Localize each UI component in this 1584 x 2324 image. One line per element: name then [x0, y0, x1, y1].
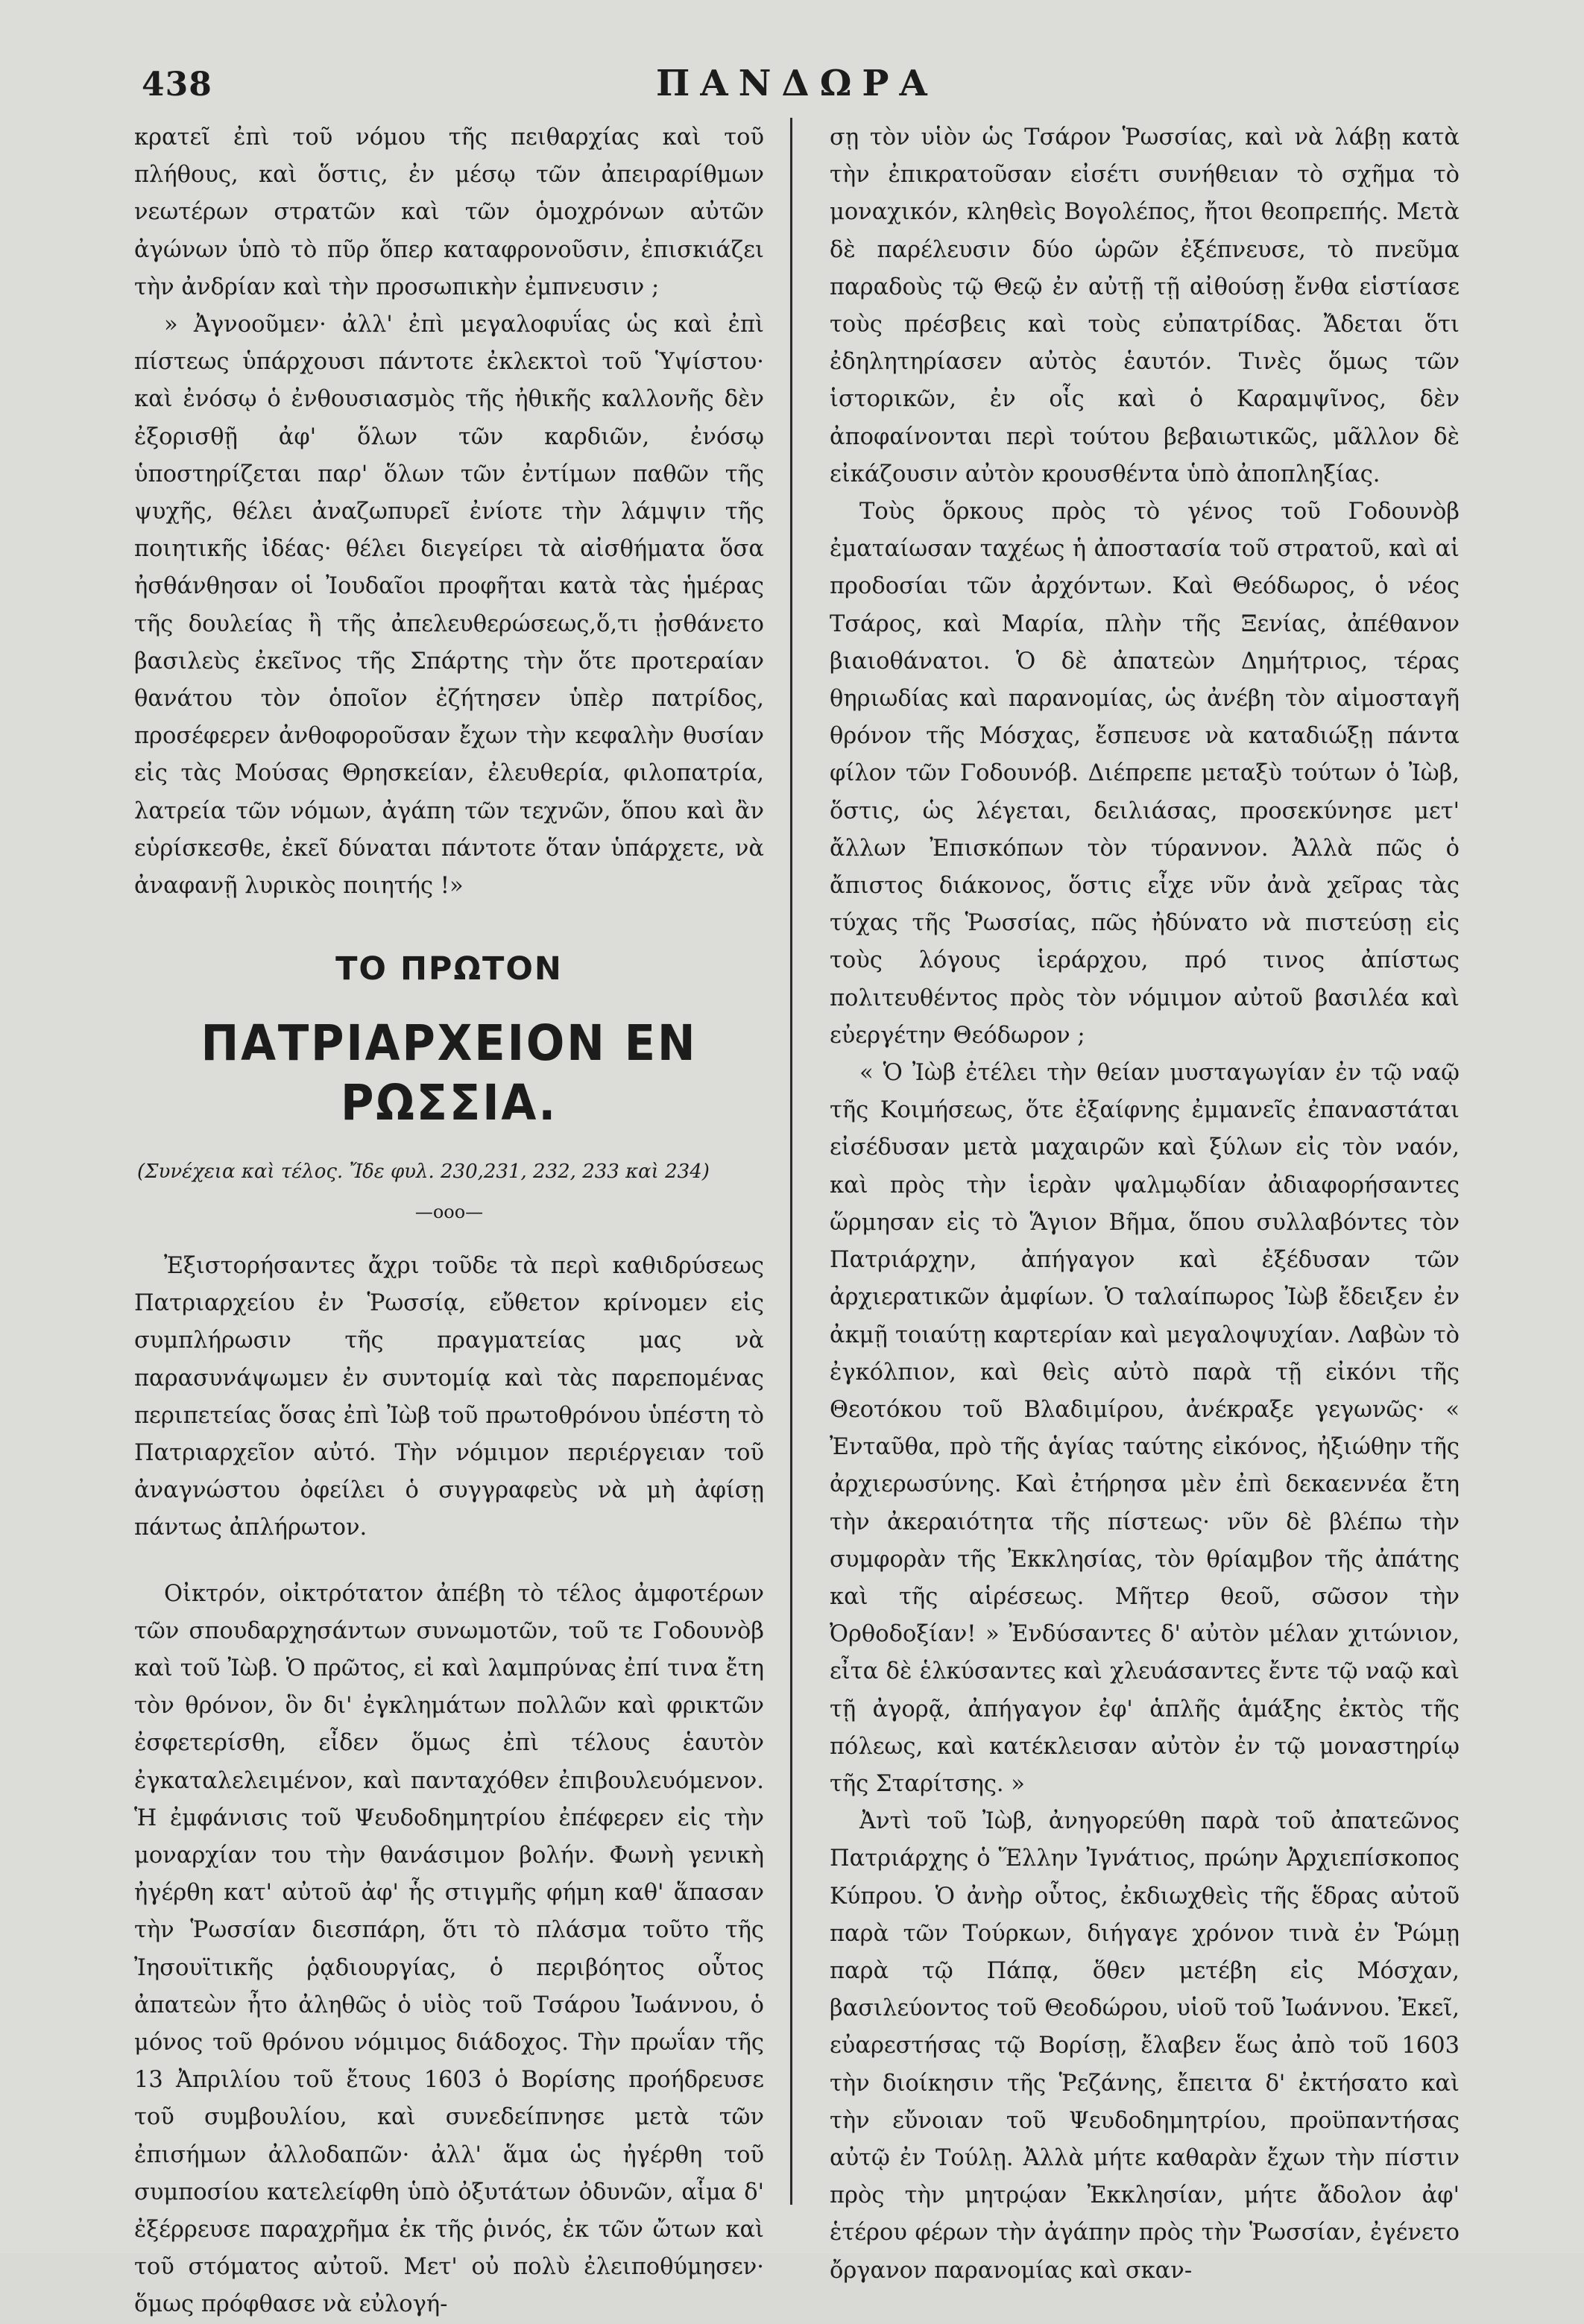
right-paragraph-3: « Ὁ Ἰὼβ ἐτέλει τὴν θείαν μυσταγωγίαν ἐν τῷ ναῷ τῆς Κοιμήσεως, ὅτε ἐξαίφνης ἐμμανεῖς ἐπαναστάται εἰσέδυσαν μετὰ μαχαιρῶν καὶ ξύλων εἰς τὸν ναόν, καὶ πρὸς τὴν ἱερὰν ψαλμῳδίαν ἀδιαφορήσαντες ὥρμησαν εἰς τὸ Ἅγιον Βῆμα, ὅπου συλλαβόντες τὸν Πατριάρχην, ἀπήγαγον καὶ ἐξέδυσαν τῶν ἀρχιερατικῶν ἀμφίων. Ὁ ταλαίπωρος Ἰὼβ ἔδειξεν ἐν ἀκμῇ τοιαύτῃ καρτερίαν καὶ μεγαλοψυχίαν. Λαβὼν τὸ ἐγκόλπιον, καὶ θεὶς αὐτὸ παρὰ τῇ εἰκόνι τῆς Θεοτόκου τοῦ Βλαδιμίρου, ἀνέκραξε γεγωνῶς· « Ἐνταῦθα, πρὸ τῆς ἁγίας ταύτης εἰκόνος, ἠξιώθην τῆς ἀρχιερωσύνης. Καὶ ἐτήρησα μὲν ἐπὶ δεκαεννέα ἔτη τὴν ἀκεραιότητα τῆς πίστεως· νῦν δὲ βλέπω τὴν συμφορὰν τῆς Ἐκκλησίας, τὸν θρίαμβον τῆς ἀπάτης καὶ τῆς αἱρέσεως. Μῆτερ θεοῦ, σῶσον τὴν Ὀρθοδοξίαν! » Ἐνδύσαντες δ' αὐτὸν μέλαν χιτώνιον, εἶτα δὲ ἑλκύσαντες καὶ χλευάσαντες ἔντε τῷ ναῷ καὶ τῇ ἀγορᾷ, ἀπήγαγον ἐφ' ἁπλῆς ἁμάξης ἐκτὸς τῆς πόλεως, καὶ κατέκλεισαν αὐτὸν ἐν τῷ μοναστηρίῳ τῆς Σταρίτσης. » [830, 1060, 1460, 1797]
article-paragraph-2: Οἰκτρόν, οἰκτρότατον ἀπέβη τὸ τέλος ἀμφοτέρων τῶν σπουδαρχησάντων συνωμοτῶν, τοῦ τε Γοδουνὸβ καὶ τοῦ Ἰὼβ. Ὁ πρῶτος, εἰ καὶ λαμπρύνας ἐπί τινα ἔτη τὸν θρόνον, ὃν δι' ἐγκλημάτων πολλῶν καὶ φρικτῶν ἐσφετερίσθη, εἶδεν ὅμως ἐπὶ τέλους ἑαυτὸν ἐγκαταλελειμένον, καὶ πανταχόθεν ἐπιβουλευόμενον. Ἡ ἐμφάνισις τοῦ Ψευδοδημητρίου ἐπέφερεν εἰς τὴν μοναρχίαν του τὴν θανάσιμον βολήν. Φωνὴ γενικὴ ἠγέρθη κατ' αὐτοῦ ἀφ' ἧς στιγμῆς φήμη καθ' ἅπασαν τὴν Ῥωσσίαν διεσπάρη, ὅτι τὸ πλάσμα τοῦτο τῆς Ἰησουϊτικῆς ῥᾳδιουργίας, ὁ περιβόητος οὗτος ἀπατεὼν ἦτο ἀληθῶς ὁ υἱὸς τοῦ Τσάρου Ἰωάννου, ὁ μόνος τοῦ θρόνου νόμιμος διάδοχος. Τὴν πρωΐαν τῆς 13 Ἀπριλίου τοῦ ἔτους 1603 ὁ Βορίσης προήδρευσε τοῦ συμβουλίου, καὶ συνεδείπνησε μετὰ τῶν ἐπισήμων ἀλλοδαπῶν· ἀλλ' ἅμα ὡς ἠγέρθη τοῦ συμποσίου κατελείφθη ὑπὸ ὀξυτάτων ὀδυνῶν, αἷμα δ' ἐξέρρευσε παραχρῆμα ἐκ τῆς ῥινός, ἐκ τῶν ὤτων καὶ τοῦ στόματος αὐτοῦ. Μετ' οὐ πολὺ ἐλειποθύμησεν· ὅμως πρόφθασε νὰ εὐλογή- [134, 1580, 764, 2318]
article-paragraph-1: Ἐξιστορήσαντες ἄχρι τοῦδε τὰ περὶ καθιδρύσεως Πατριαρχείου ἐν Ῥωσσίᾳ, εὔθετον κρίνομεν εἰς συμπλήρωσιν τῆς πραγματείας μας νὰ παρασυνάψωμεν ἐν συντομίᾳ καὶ τὰς παρεπομένας περιπετείας ὅσας ἐπὶ Ἰὼβ τοῦ πρωτοθρόνου ὑπέστη τὸ Πατριαρχεῖον αὐτό. Τὴν νόμιμον περιέργειαν τοῦ ἀναγνώστου ὀφείλει ὁ συγγραφεὺς νὰ μὴ ἀφίσῃ πάντως ἀπλήρωτον. [134, 1253, 764, 1541]
continuation-paragraph: κρατεῖ ἐπὶ τοῦ νόμου τῆς πειθαρχίας καὶ τοῦ πλήθους, καὶ ὅστις, ἐν μέσῳ τῶν ἀπειραρίθμων νεωτέρων στρατῶν καὶ τῶν ὁμοχρόνων αὐτῶν ἀγώνων ὑπὸ τὸ πῦρ ὅπερ καταφρονοῦσιν, ἐπισκιάζει τὴν ἀνδρίαν καὶ τὴν προσωπικὴν ἐμπνευσιν ; [134, 124, 764, 300]
left-intro-block [134, 119, 764, 900]
article-title-line2: ΠΑΤΡΙΑΡΧΕΙΟΝ ΕΝ ΡΩΣΣΙΑ. [201, 1014, 698, 1131]
article-title-line1: ΤΟ ΠΡΩΤΟΝ [335, 950, 563, 988]
left-column [134, 119, 764, 2324]
right-paragraph-1: σῃ τὸν υἱὸν ὡς Τσάρον Ῥωσσίας, καὶ νὰ λάβῃ κατὰ τὴν ἐπικρατοῦσαν εἰσέτι συνήθειαν τὸ σχῆμα τὸ μοναχικόν, κληθεὶς Βογολέπος, ἤτοι θεοπρεπής. Μετὰ δὲ παρέλευσιν δύο ὡρῶν ἐξέπνευσε, τὸ πνεῦμα παραδοὺς τῷ Θεῷ ἐν αὐτῇ τῇ αἰθούσῃ ἔνθα εἱστίασε τοὺς πρέσβεις καὶ τοὺς εὐπατρίδας. Ἄδεται ὅτι ἐδηλητηρίασεν αὐτὸς ἑαυτόν. Τινὲς ὅμως τῶν ἱστορικῶν, ἐν οἷς καὶ ὁ Καραμψῖνος, δὲν ἀποφαίνονται περὶ τούτου βεβαιωτικῶς, μᾶλλον δὲ εἰκάζουσιν αὐτὸν κρουσθέντα ὑπὸ ἀποπληξίας. [830, 124, 1460, 487]
quote-paragraph: » Ἀγνοοῦμεν· ἀλλ' ἐπὶ μεγαλοφυΐας ὡς καὶ ἐπὶ πίστεως ὑπάρχουσι πάντοτε ἐκλεκτοὶ τοῦ Ὑψίστου· καὶ ἐνόσῳ ὁ ἐνθουσιασμὸς τῆς ἠθικῆς καλλονῆς δὲν ἐξορισθῇ ἀφ' ὅλων τῶν καρδιῶν, ἐνόσῳ ὑποστηρίζεται παρ' ὅλων τῶν ἐντίμων παθῶν τῆς ψυχῆς, θέλει ἀναζωπυρεῖ ἐνίοτε τὴν λάμψιν τῆς ποιητικῆς ἰδέας· θέλει διεγείρει τὰ αἰσθήματα ὅσα ἠσθάνθησαν οἱ Ἰουδαῖοι προφῆται κατὰ τὰς ἡμέρας τῆς δουλείας ἢ τῆς ἀπελευθερώσεως,ὅ,τι ᾐσθάνετο βασιλεὺς ἐκεῖνος τῆς Σπάρτης τὴν ὅτε προτεραίαν θανάτου τὸν ὁποῖον ἐζήτησεν ὑπὲρ πατρίδος, προσέφερεν ἀνθοφοροῦσαν ἔχων τὴν κεφαλὴν θυσίαν εἰς τὰς Μούσας Θρησκείαν, ἐλευθερία, φιλοπατρία, λατρεία τῶν νόμων, ἀγάπη τῶν τεχνῶν, ὅπου καὶ ἂν εὑρίσκεσθε, ἐκεῖ δύναται πάντοτε ὅταν ὑπάρχετε, νὰ ἀναφανῇ λυρικὸς ποιητής !» [134, 312, 764, 900]
right-column [830, 119, 1460, 2290]
right-paragraph-4: Ἀντὶ τοῦ Ἰὼβ, ἀνηγορεύθη παρὰ τοῦ ἀπατεῶνος Πατριάρχης ὁ Ἕλλην Ἰγνάτιος, πρώην Ἀρχιεπίσκοπος Κύπρου. Ὁ ἀνὴρ οὗτος, ἐκδιωχθεὶς τῆς ἕδρας αὐτοῦ παρὰ τῶν Τούρκων, διήγαγε χρόνον τινὰ ἐν Ῥώμῃ παρὰ τῷ Πάπᾳ, ὅθεν μετέβη εἰς Μόσχαν, βασιλεύοντος τοῦ Θεοδώρου, υἱοῦ τοῦ Ἰωάννου. Ἐκεῖ, εὐαρεστήσας τῷ Βορίσῃ, ἔλαβεν ἕως ἀπὸ τοῦ 1603 τὴν διοίκησιν τῆς Ῥεζάνης, ἔπειτα δ' ἐκτήσατο καὶ τὴν εὔνοιαν τοῦ Ψευδοδημητρίου, προϋπαντήσας αὐτῷ ἐν Τούλῃ. Ἀλλὰ μήτε καθαρὰν ἔχων τὴν πίστιν πρὸς τὴν μητρῴαν Ἐκκλησίαν, μήτε ἄδολον ἀφ' ἑτέρου φέρων τὴν ἀγάπην πρὸς τὴν Ῥωσσίαν, ἐγένετο ὄργανον παρανομίας καὶ σκαν- [830, 1808, 1460, 2284]
page-number: 438 [142, 66, 212, 104]
right-paragraph-2: Τοὺς ὅρκους πρὸς τὸ γένος τοῦ Γοδουνὸβ ἐματαίωσαν ταχέως ἡ ἀποστασία τοῦ στρατοῦ, καὶ αἱ προδοσίαι τῶν ἀρχόντων. Καὶ Θεόδωρος, ὁ νέος Τσάρος, καὶ Μαρία, πλὴν τῆς Ξενίας, ἀπέθανον βιαιοθάνατοι. Ὁ δὲ ἀπατεὼν Δημήτριος, τέρας θηριωδίας καὶ παρανομίας, ὡς ἀνέβη τὸν αἱμοσταγῆ θρόνον τῆς Μόσχας, ἔσπευσε νὰ καταδιώξῃ πάντα φίλον τῶν Γοδουνόβ. Διέπρεπε μεταξὺ τούτων ὁ Ἰὼβ, ὅστις, ὡς λέγεται, δειλιάσας, προσεκύνησε μετ' ἄλλων Ἐπισκόπων τὸν τύραννον. Ἀλλὰ πῶς ὁ ἄπιστος διάκονος, ὅστις εἶχε νῦν ἀνὰ χεῖρας τὰς τύχας τῆς Ῥωσσίας, πῶς ἠδύνατο νὰ πιστεύσῃ εἰς τοὺς λόγους ἱεράρχου, πρό τινος ἀπίστως πολιτευθέντος πρὸς τὸν νόμιμον αὐτοῦ βασιλέα καὶ εὐεργέτην Θεόδωρον ; [830, 499, 1460, 1049]
section-separator: —ooo— [414, 1202, 484, 1222]
continuation-note: (Συνέχεια καὶ τέλος. Ἴδε φυλ. 230,231, 232, 233 καὶ 234) [137, 1161, 710, 1183]
paragraph-gap [134, 1547, 764, 1576]
column-rule [790, 118, 792, 2205]
journal-title: ΠΑΝΔΩΡΑ [656, 63, 938, 104]
